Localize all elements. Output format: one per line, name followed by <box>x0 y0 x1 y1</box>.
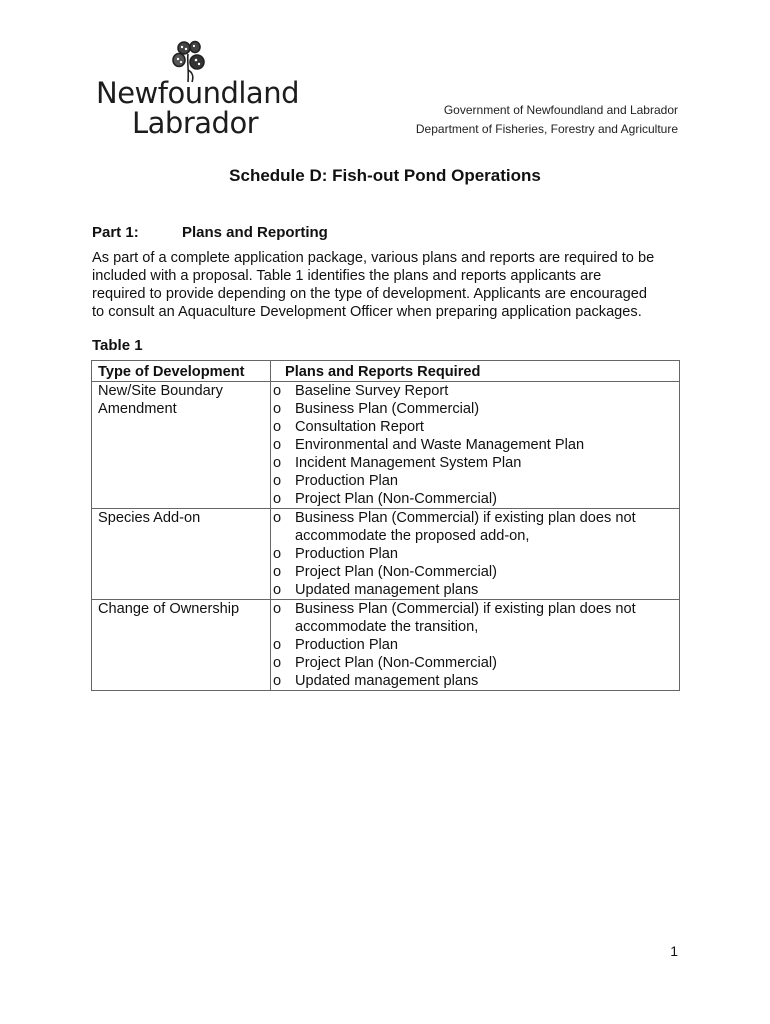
development-type-cell <box>92 382 271 509</box>
column-header-type: Type of Development <box>92 361 271 382</box>
list-item <box>273 600 679 636</box>
plan-text: Project Plan (Non-Commercial) <box>295 564 497 580</box>
bullet-marker: o <box>273 383 282 399</box>
bullet-marker: o <box>273 601 282 617</box>
bullet-marker: o <box>273 546 282 562</box>
document-title: Schedule D: Fish-out Pond Operations <box>229 166 541 185</box>
development-type-cell <box>92 600 271 691</box>
development-type-cell <box>92 509 271 600</box>
plans-cell <box>271 382 680 509</box>
development-type: Change of Ownership <box>98 601 240 617</box>
list-item <box>273 654 679 672</box>
list-item <box>273 545 679 563</box>
intro-line: to consult an Aquaculture Development Officer when preparing application packages. <box>92 304 642 320</box>
intro-paragraph <box>92 249 684 321</box>
nl-logo <box>92 40 299 140</box>
list-item <box>273 472 679 490</box>
plans-list <box>273 509 679 599</box>
intro-line: As part of a complete application package, various plans and reports are required to be <box>92 250 655 266</box>
list-item <box>273 581 679 599</box>
column-header-plans: Plans and Reports Required <box>271 361 680 382</box>
plans-table <box>91 360 680 691</box>
plan-text: Project Plan (Non-Commercial) <box>295 491 497 507</box>
plan-text: Project Plan (Non-Commercial) <box>295 655 497 671</box>
bullet-marker: o <box>273 655 282 671</box>
plan-text: Business Plan (Commercial) if existing plan does not accommodate the proposed add-on, <box>295 510 636 544</box>
list-item <box>273 454 679 472</box>
plans-cell <box>271 509 680 600</box>
plan-text: Updated management plans <box>295 673 479 689</box>
plan-text: Production Plan <box>295 473 399 489</box>
bullet-marker: o <box>273 564 282 580</box>
bullet-marker: o <box>273 401 282 417</box>
page-number: 1 <box>670 943 678 959</box>
plan-text: Production Plan <box>295 637 399 653</box>
plan-text: Incident Management System Plan <box>295 455 522 471</box>
list-item <box>273 509 679 545</box>
plan-text: Business Plan (Commercial) <box>295 401 480 417</box>
list-item <box>273 490 679 508</box>
plan-text: Baseline Survey Report <box>295 383 449 399</box>
bullet-marker: o <box>273 437 282 453</box>
development-type: Species Add-on <box>98 510 201 526</box>
department-name: Department of Fisheries, Forestry and Agriculture <box>415 122 678 136</box>
table-header-row <box>92 361 680 382</box>
table-label: Table 1 <box>92 337 143 354</box>
bullet-marker: o <box>273 491 282 507</box>
plans-list <box>273 600 679 690</box>
plan-text: Environmental and Waste Management Plan <box>295 437 585 453</box>
table-row <box>92 600 680 691</box>
bullet-marker: o <box>273 473 282 489</box>
list-item <box>273 672 679 690</box>
bullet-marker: o <box>273 582 282 598</box>
table-row <box>92 509 680 600</box>
plan-text: Production Plan <box>295 546 399 562</box>
list-item <box>273 400 679 418</box>
plans-list <box>273 382 679 508</box>
bullet-marker: o <box>273 510 282 526</box>
plans-cell <box>271 600 680 691</box>
development-type: New/Site Boundary Amendment <box>98 383 223 417</box>
table-row <box>92 382 680 509</box>
logo-wordmark-line2: Labrador <box>132 106 259 140</box>
plan-text: Updated management plans <box>295 582 479 598</box>
part-title: Plans and Reporting <box>182 224 328 241</box>
list-item <box>273 436 679 454</box>
bullet-marker: o <box>273 419 282 435</box>
government-name: Government of Newfoundland and Labrador <box>443 103 678 117</box>
intro-line: required to provide depending on the type of development. Applicants are encouraged <box>92 286 647 302</box>
list-item <box>273 382 679 400</box>
plan-text: Business Plan (Commercial) if existing plan does not accommodate the transition, <box>295 601 636 635</box>
plan-text: Consultation Report <box>295 419 424 435</box>
bullet-marker: o <box>273 673 282 689</box>
bullet-marker: o <box>273 637 282 653</box>
bullet-marker: o <box>273 455 282 471</box>
logo-wordmark-line1: Newfoundland <box>96 76 299 110</box>
part-label: Part 1: <box>92 224 139 241</box>
list-item <box>273 636 679 654</box>
list-item <box>273 563 679 581</box>
list-item <box>273 418 679 436</box>
intro-line: included with a proposal. Table 1 identifies the plans and reports applicants are <box>92 268 602 284</box>
